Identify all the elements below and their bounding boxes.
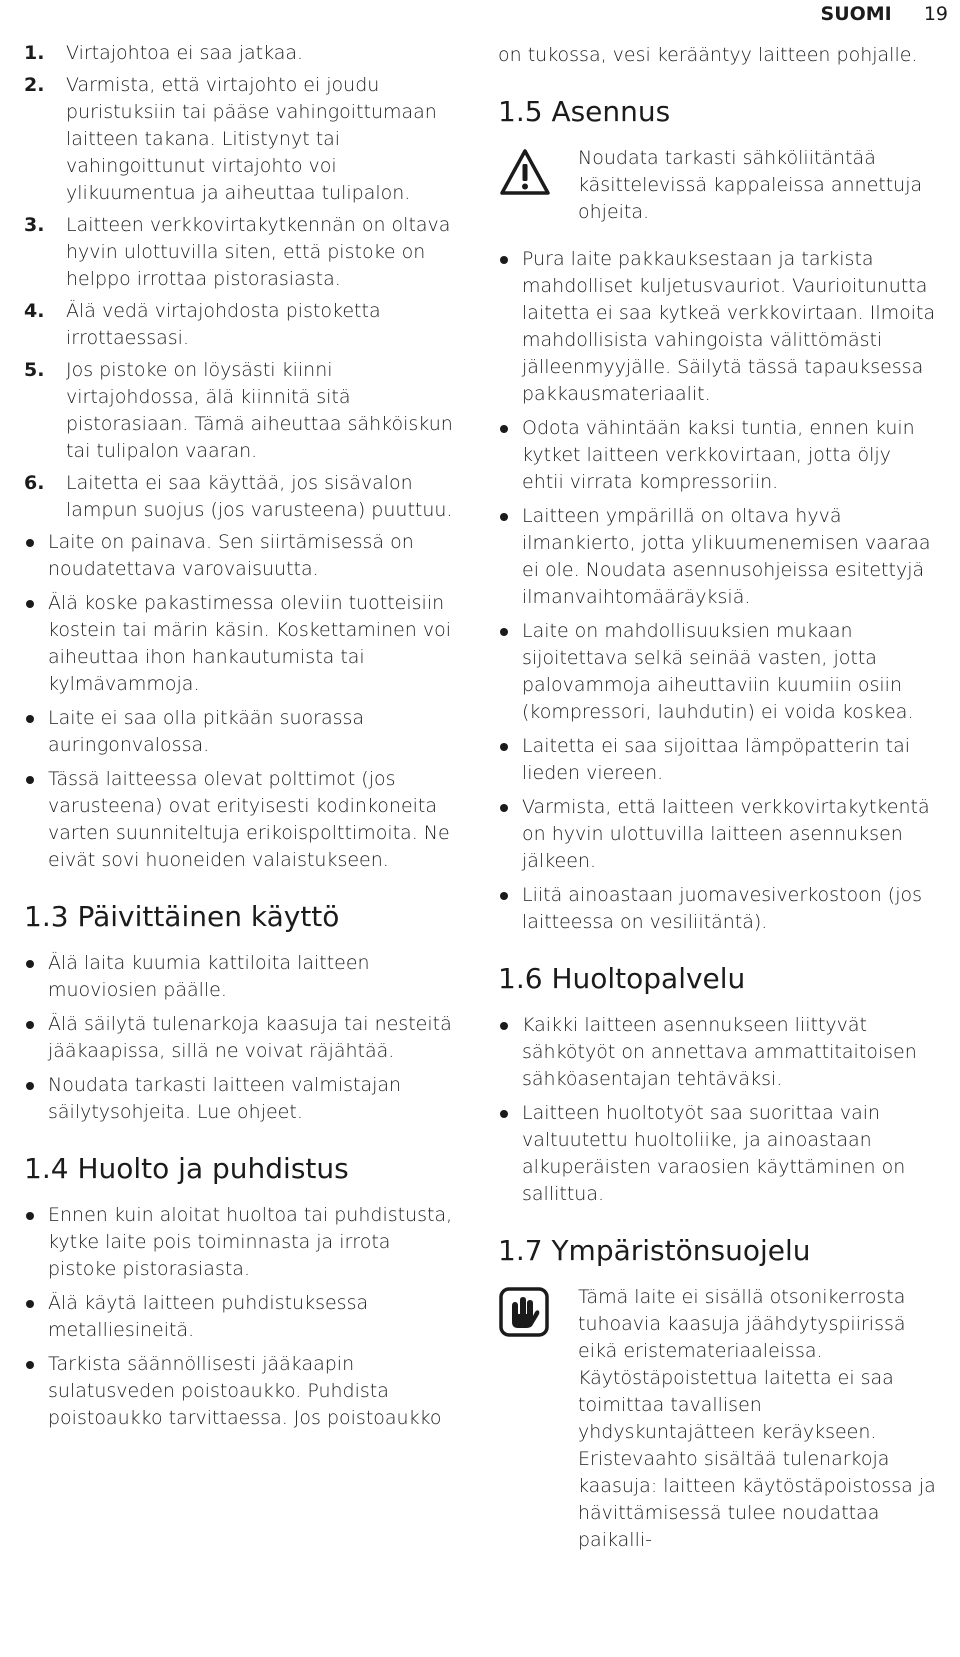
list-item: Odota vähintään kaksi tuntia, ennen kuin kytket laitteen verkkovirtaan, jotta öljy ehtii virrata kompressoriin. xyxy=(498,415,938,496)
section-heading: 1.5 Asennus xyxy=(498,95,671,128)
bullet-list xyxy=(24,950,454,1126)
list-item: Tarkista säännöllisesti jääkaapin sulatusveden poistoaukko. Puhdista poistoaukko tarvittaessa. Jos poistoaukko xyxy=(24,1351,454,1432)
list-item: Laitteen ympärillä on oltava hyvä ilmankierto, jotta ylikuumenemisen vaaraa ei ole. Noudata asennusohjeissa esitettyjä ilmanvaihtomääräyksiä. xyxy=(498,503,938,611)
environment-text: Tämä laite ei sisällä otsonikerrosta tuhoavia kaasuja jäähdytyspiirissä eikä eristemateriaaleissa. Käytöstäpoistettua laitetta ei saa toimittaa tavallisen yhdyskuntajätteen keräykseen. Eristevaahto sisältää tulenarkoja kaasuja: laitteen käytöstäpoistossa ja hävittämisessä tulee noudattaa paikalli- xyxy=(578,1286,936,1551)
list-item: Kaikki laitteen asennukseen liittyvät sähkötyöt on annettava ammattitaitoisen sähköasentajan tehtäväksi. xyxy=(498,1012,938,1093)
bullet-list xyxy=(498,1012,938,1208)
page-header xyxy=(821,3,948,25)
right-column xyxy=(498,42,938,1574)
bullet-list xyxy=(498,246,938,936)
list-item: Liitä ainoastaan juomavesiverkostoon (jos laitteessa on vesiliitäntä). xyxy=(498,882,938,936)
continued-text: on tukossa, vesi kerääntyy laitteen pohjalle. xyxy=(498,44,918,66)
list-item: Laitteen huoltotyöt saa suorittaa vain valtuutettu huoltoliike, ja ainoastaan alkuperäisten varaosien käyttäminen on sallittua. xyxy=(498,1100,938,1208)
recycle-hands-icon xyxy=(498,1284,552,1344)
list-item: Älä säilytä tulenarkoja kaasuja tai nesteitä jääkaapissa, sillä ne voivat räjähtää. xyxy=(24,1011,454,1065)
list-item: 1. Virtajohtoa ei saa jatkaa. xyxy=(24,42,304,64)
list-item: Tässä laitteessa olevat polttimot (jos varusteena) ovat erityisesti kodinkoneita varten suunniteltuja erikoispolttimoita. Ne eivät sovi huoneiden valaistukseen. xyxy=(24,766,454,874)
section-heading: 1.7 Ympäristönsuojelu xyxy=(498,1234,811,1267)
list-item: 2. Varmista, että virtajohto ei joudu puristuksiin tai pääse vahingoittumaan laitteen takana. Litistynyt tai vahingoittunut virtajohto voi ylikuumentua ja aiheuttaa tulipalon. xyxy=(24,74,437,204)
environment-note xyxy=(498,1284,938,1554)
list-item: 3. Laitteen verkkovirtakytkennän on oltava hyvin ulottuvilla siten, että pistoke on helppo irrottaa pistorasiasta. xyxy=(24,214,451,290)
list-item: Noudata tarkasti laitteen valmistajan säilytysohjeita. Lue ohjeet. xyxy=(24,1072,454,1126)
bullet-list xyxy=(24,1202,454,1432)
page-number: 19 xyxy=(923,3,948,25)
list-item: Laite on painava. Sen siirtämisessä on noudatettava varovaisuutta. xyxy=(24,529,454,583)
warning-text: Noudata tarkasti sähköliitäntää käsittelevissä kappaleissa annettuja ohjeita. xyxy=(578,147,923,223)
list-item: 5. Jos pistoke on löysästi kiinni virtajohdossa, älä kiinnitä sitä pistorasiaan. Tämä aiheuttaa sähköiskun tai tulipalon vaaran. xyxy=(24,359,453,462)
list-item: 6. Laitetta ei saa käyttää, jos sisävalon lampun suojus (jos varusteena) puuttuu. xyxy=(24,472,453,521)
section-heading: 1.6 Huoltopalvelu xyxy=(498,962,746,995)
language-label: SUOMI xyxy=(820,3,892,25)
list-item: Varmista, että laitteen verkkovirtakytkentä on hyvin ulottuvilla laitteen asennuksen jälkeen. xyxy=(498,794,938,875)
list-item: Älä koske pakastimessa oleviin tuotteisiin kostein tai märin käsin. Koskettaminen voi aiheuttaa ihon hankautumista tai kylmävammoja. xyxy=(24,590,454,698)
list-item: Ennen kuin aloitat huoltoa tai puhdistusta, kytke laite pois toiminnasta ja irrota pistoke pistorasiasta. xyxy=(24,1202,454,1283)
list-item: Laite ei saa olla pitkään suorassa auringonvalossa. xyxy=(24,705,454,759)
list-item: Laitetta ei saa sijoittaa lämpöpatterin tai lieden viereen. xyxy=(498,733,938,787)
numbered-list xyxy=(24,40,454,524)
left-column xyxy=(24,40,454,1439)
warning-triangle-icon xyxy=(498,145,552,205)
warning-note xyxy=(498,145,938,226)
list-item: Älä laita kuumia kattiloita laitteen muoviosien päälle. xyxy=(24,950,454,1004)
list-item: Älä käytä laitteen puhdistuksessa metalliesineitä. xyxy=(24,1290,454,1344)
bullet-list xyxy=(24,529,454,874)
list-item: 4. Älä vedä virtajohdosta pistoketta irrottaessasi. xyxy=(24,300,381,349)
section-heading: 1.3 Päivittäinen käyttö xyxy=(24,900,340,933)
section-heading: 1.4 Huolto ja puhdistus xyxy=(24,1152,349,1185)
list-item: Pura laite pakkauksestaan ja tarkista mahdolliset kuljetusvauriot. Vaurioitunutta laitetta ei saa kytkeä verkkovirtaan. Ilmoita mahdollisista vahingoista välittömästi jälleenmyyjälle. Säilytä tässä tapauksessa pakkausmateriaalit. xyxy=(498,246,938,408)
list-item: Laite on mahdollisuuksien mukaan sijoitettava selkä seinää vasten, jotta palovammoja aiheuttaviin kuumiin osiin (kompressori, lauhdutin) ei voida koskea. xyxy=(498,618,938,726)
